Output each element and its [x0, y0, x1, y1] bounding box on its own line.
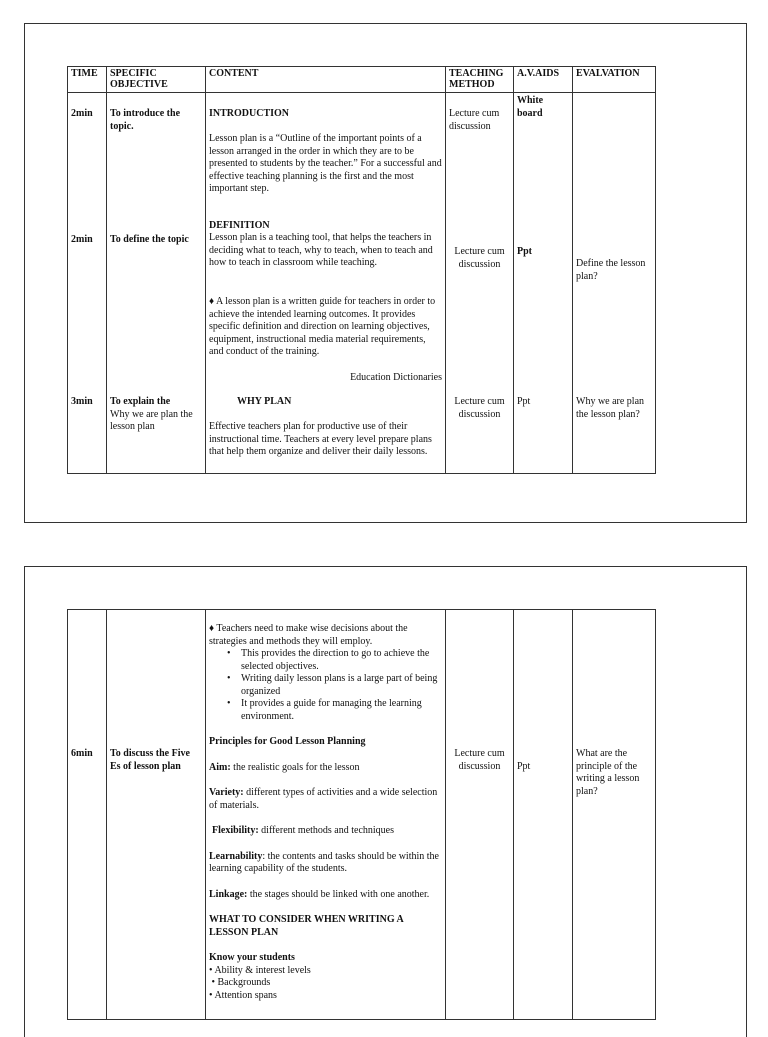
principle-term: Learnability — [209, 850, 263, 862]
content-definition-text: Lesson plan is a teaching tool, that helps the teachers in deciding what to teach, why to teach, when to teach and how to teach in classroom while teaching. — [209, 232, 433, 268]
principle-linkage — [209, 889, 442, 902]
header-aids: A.V.AIDS — [514, 67, 573, 93]
aids-row: Ppt — [517, 761, 531, 772]
time-cell — [68, 93, 107, 474]
objective-cell — [107, 93, 206, 474]
principle-term: Variety: — [209, 787, 244, 798]
method-row: Lecture cum discussion — [454, 748, 505, 772]
principle-desc: different types of activities and a wide selection of materials. — [209, 787, 438, 811]
aids-row2: Ppt — [517, 246, 532, 257]
evaluation-cell — [573, 610, 656, 1020]
objective-row1: To introduce the topic. — [110, 108, 181, 132]
table-row — [68, 93, 656, 474]
principle-aim — [209, 762, 442, 775]
time-cell — [68, 610, 107, 1020]
lesson-plan-table — [67, 66, 656, 474]
method-row3: Lecture cum discussion — [454, 396, 505, 420]
content-source: Education Dictionaries — [350, 372, 442, 383]
objective-cell — [107, 610, 206, 1020]
document-page-2 — [24, 566, 747, 1037]
content-intro: ♦ Teachers need to make wise decisions about the strategies and methods they will employ. — [209, 623, 408, 647]
aids-cell — [514, 610, 573, 1020]
method-cell — [446, 93, 514, 474]
list-item: • Writing daily lesson plans is a large part of being organized — [241, 673, 442, 698]
content-cell — [206, 610, 446, 1020]
time-row: 6min — [71, 748, 93, 759]
evaluation-row: What are the principle of the writing a lesson plan? — [576, 748, 640, 797]
principle-desc: the stages should be linked with one another. — [247, 888, 430, 900]
know-item: • Attention spans — [209, 989, 277, 1001]
objective-row: To discuss the Five Es of lesson plan — [110, 748, 190, 772]
table-header-row — [68, 67, 656, 93]
method-row1: Lecture cum discussion — [449, 108, 500, 132]
header-objective: SPECIFIC OBJECTIVE — [107, 67, 206, 93]
content-why-heading: WHY PLAN — [237, 396, 292, 407]
header-method: TEACHING METHOD — [446, 67, 514, 93]
evaluation-row2: Define the lesson plan? — [576, 258, 646, 282]
content-cell — [206, 93, 446, 474]
principle-learnability — [209, 851, 442, 876]
list-item: • It provides a guide for managing the learning environment. — [241, 698, 442, 723]
principle-term: Aim: — [209, 761, 231, 773]
time-row2: 2min — [71, 234, 93, 245]
list-item: • This provides the direction to go to achieve the selected objectives. — [241, 648, 442, 673]
consider-heading: WHAT TO CONSIDER WHEN WRITING A LESSON PLAN — [209, 914, 404, 938]
objective-row3-rest: Why we are plan the lesson plan — [110, 408, 193, 432]
objective-row3-bold: To explain the — [110, 396, 171, 407]
table-row — [68, 610, 656, 1020]
evaluation-row3: Why we are plan the lesson plan? — [576, 396, 645, 420]
principle-flexibility — [209, 825, 442, 838]
know-item: • Ability & interest levels — [209, 964, 311, 976]
principle-desc: the realistic goals for the lesson — [230, 761, 360, 773]
header-time: TIME — [68, 67, 107, 93]
know-heading: Know your students — [209, 952, 295, 963]
content-intro-text: Lesson plan is a “Outline of the important points of a lesson arranged in the order in which they are to be presented to students by the teacher.” For a successful and effective teaching planning is the first and the most important step. — [209, 133, 442, 194]
header-content: CONTENT — [206, 67, 446, 93]
content-intro-heading: INTRODUCTION — [209, 108, 290, 119]
principle-term: Flexibility: — [212, 825, 259, 836]
content-why-text: Effective teachers plan for productive use of their instructional time. Teachers at every level prepare plans that help them organize and deliver their daily lessons. — [209, 421, 432, 457]
aids-cell — [514, 93, 573, 474]
principle-variety — [209, 787, 442, 812]
principle-desc: : the contents and tasks should be within the learning capability of the students. — [209, 850, 439, 874]
principle-desc: different methods and techniques — [258, 825, 395, 836]
content-definition-point: ♦ A lesson plan is a written guide for teachers in order to achieve the intended learning outcomes. It provides specific definition and direction on learning objectives, equipment, instructional media material requirements, and conduct of the training. — [209, 296, 436, 357]
content-bullet-list — [209, 648, 442, 723]
time-row1: 2min — [71, 108, 93, 119]
document-page-1 — [24, 23, 747, 523]
principles-heading: Principles for Good Lesson Planning — [209, 736, 366, 747]
aids-row3: Ppt — [517, 396, 531, 407]
evaluation-cell — [573, 93, 656, 474]
know-item: • Backgrounds — [209, 977, 271, 988]
objective-row3 — [110, 396, 202, 434]
aids-row1: White board — [517, 95, 544, 119]
content-block — [209, 623, 442, 1002]
objective-row2: To define the topic — [110, 234, 189, 245]
header-evaluation: EVALVATION — [573, 67, 656, 93]
method-cell — [446, 610, 514, 1020]
lesson-plan-table-continued — [67, 609, 656, 1020]
time-row3: 3min — [71, 396, 93, 407]
method-row2: Lecture cum discussion — [454, 246, 505, 270]
content-definition-heading: DEFINITION — [209, 220, 270, 231]
principle-term: Linkage: — [209, 888, 248, 900]
